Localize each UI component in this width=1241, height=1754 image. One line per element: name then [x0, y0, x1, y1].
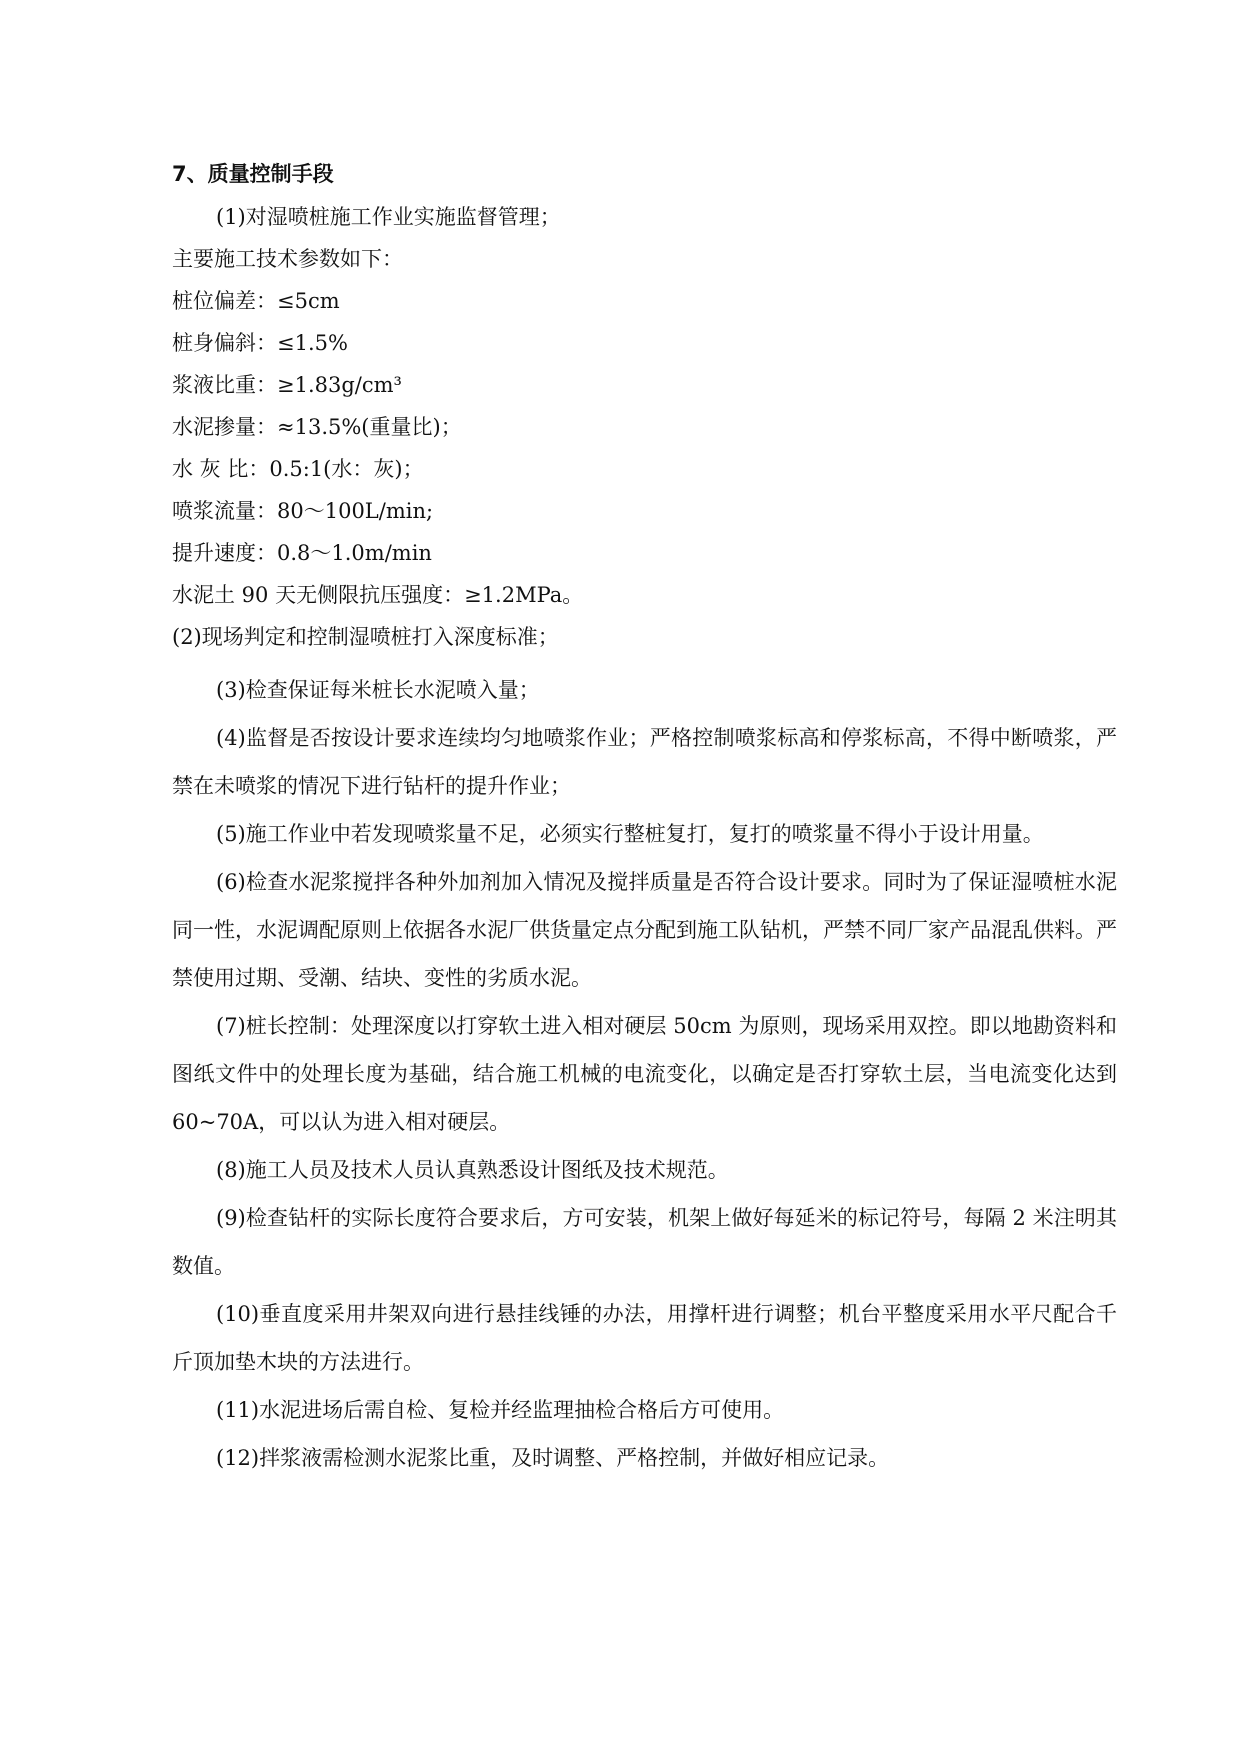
param-water-cement-ratio: 水 灰 比：0.5:1(水：灰)； — [172, 457, 424, 481]
item-5: (5)施工作业中若发现喷浆量不足，必须实行整桩复打，复打的喷浆量不得小于设计用量。 — [216, 822, 1044, 846]
document-page — [172, 152, 1117, 1482]
item-10: (10)垂直度采用井架双向进行悬挂线锤的办法，用撑杆进行调整；机台平整度采用水平尺配合千斤顶加垫木块的方法进行。 — [172, 1302, 1117, 1374]
param-spray-flow: 喷浆流量：80～100L/min; — [172, 499, 434, 523]
item-11: (11)水泥进场后需自检、复检并经监理抽检合格后方可使用。 — [216, 1398, 785, 1422]
param-pile-position: 桩位偏差：≤5cm — [172, 289, 340, 313]
item-9: (9)检查钻杆的实际长度符合要求后，方可安装，机架上做好每延米的标记符号，每隔 2 米注明其数值。 — [172, 1206, 1117, 1278]
params-intro: 主要施工技术参数如下： — [172, 247, 403, 271]
item-2: (2)现场判定和控制湿喷桩打入深度标准； — [172, 625, 559, 649]
param-slurry-density: 浆液比重：≥1.83g/cm³ — [172, 373, 402, 397]
item-6: (6)检查水泥浆搅拌各种外加剂加入情况及搅拌质量是否符合设计要求。同时为了保证湿喷桩水泥同一性，水泥调配原则上依据各水泥厂供货量定点分配到施工队钻机，严禁不同厂家产品混乱供料。严禁使用过期、受潮、结块、变性的劣质水泥。 — [172, 870, 1117, 990]
param-cement-content: 水泥掺量：≈13.5%(重量比)； — [172, 415, 462, 439]
item-4: (4)监督是否按设计要求连续均匀地喷浆作业；严格控制喷浆标高和停浆标高，不得中断喷浆，严禁在未喷浆的情况下进行钻杆的提升作业； — [172, 726, 1117, 798]
item-8: (8)施工人员及技术人员认真熟悉设计图纸及技术规范。 — [216, 1158, 729, 1182]
item-12: (12)拌浆液需检测水泥浆比重，及时调整、严格控制，并做好相应记录。 — [216, 1446, 890, 1470]
item-7: (7)桩长控制：处理深度以打穿软土进入相对硬层 50cm 为原则，现场采用双控。即以地勘资料和图纸文件中的处理长度为基础，结合施工机械的电流变化，以确定是否打穿软土层，当电流变化达到 60~70A，可以认为进入相对硬层。 — [172, 1014, 1117, 1134]
item-1: (1)对湿喷桩施工作业实施监督管理； — [216, 205, 561, 229]
param-pile-inclination: 桩身偏斜：≤1.5% — [172, 331, 348, 355]
param-lift-speed: 提升速度：0.8～1.0m/min — [172, 541, 432, 565]
param-compressive-strength: 水泥土 90 天无侧限抗压强度：≥1.2MPa。 — [172, 583, 584, 607]
section-title: 7、质量控制手段 — [172, 162, 334, 186]
item-3: (3)检查保证每米桩长水泥喷入量； — [216, 678, 540, 702]
